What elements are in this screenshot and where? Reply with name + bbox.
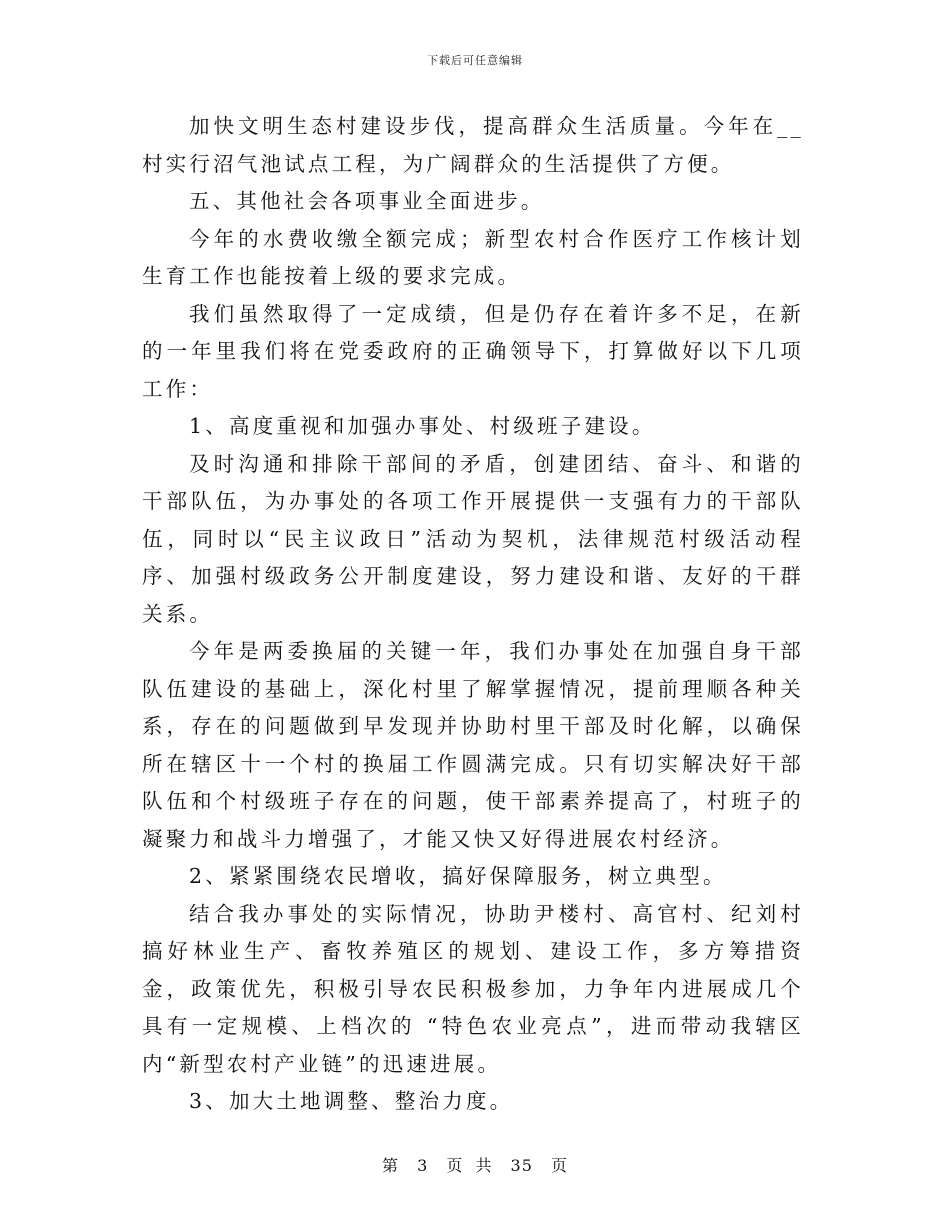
footer-suffix: 页	[551, 1156, 569, 1175]
section-heading: 2、紧紧围绕农民增收，搞好保障服务，树立典型。	[189, 864, 727, 888]
paragraph: 我们虽然取得了一定成绩，但是仍存在着许多不足，在新的一年里我们将在党委政府的正确领导下，打算做好以下几项工作：	[142, 301, 804, 401]
section-heading: 五、其他社会各项事业全面进步。	[189, 189, 545, 213]
section-heading: 1、高度重视和加强办事处、村级班子建设。	[189, 414, 656, 438]
page-footer	[0, 1153, 950, 1176]
current-page-number: 3	[417, 1156, 429, 1175]
document-body	[142, 108, 804, 1121]
paragraph: 及时沟通和排除干部间的矛盾，创建团结、奋斗、和谐的干部队伍，为办事处的各项工作开展提供一支强有力的干部队伍，同时以“民主议政日”活动为契机，法律规范村级活动程序、加强村级政务公开制度建设，努力建设和谐、友好的干群关系。	[142, 451, 804, 626]
footer-middle: 页 共	[446, 1156, 493, 1175]
paragraph: 今年的水费收缴全额完成；新型农村合作医疗工作核计划生育工作也能按着上级的要求完成。	[142, 226, 804, 288]
footer-prefix: 第	[381, 1156, 399, 1175]
page-header	[0, 52, 950, 68]
total-pages-number: 35	[510, 1156, 533, 1175]
paragraph: 结合我办事处的实际情况，协助尹楼村、高官村、纪刘村搞好林业生产、畜牧养殖区的规划、建设工作，多方筹措资金，政策优先，积极引导农民积极参加，力争年内进展成几个具有一定规模、上档次的 “特色农业亮点”，进而带动我辖区内“新型农村产业链”的迅速进展。	[142, 901, 804, 1076]
paragraph: 加快文明生态村建设步伐，提高群众生活质量。今年在__村实行沼气池试点工程，为广阔群众的生活提供了方便。	[142, 114, 804, 176]
section-heading: 3、加大土地调整、整治力度。	[189, 1089, 514, 1113]
paragraph: 今年是两委换届的关键一年，我们办事处在加强自身干部队伍建设的基础上，深化村里了解掌握情况，提前理顺各种关系，存在的问题做到早发现并协助村里干部及时化解，以确保所在辖区十一个村的换届工作圆满完成。只有切实解决好干部队伍和个村级班子存在的问题，使干部素养提高了，村班子的凝聚力和战斗力增强了，才能又快又好得进展农村经济。	[142, 639, 804, 851]
header-note: 下载后可任意编辑	[427, 54, 523, 67]
